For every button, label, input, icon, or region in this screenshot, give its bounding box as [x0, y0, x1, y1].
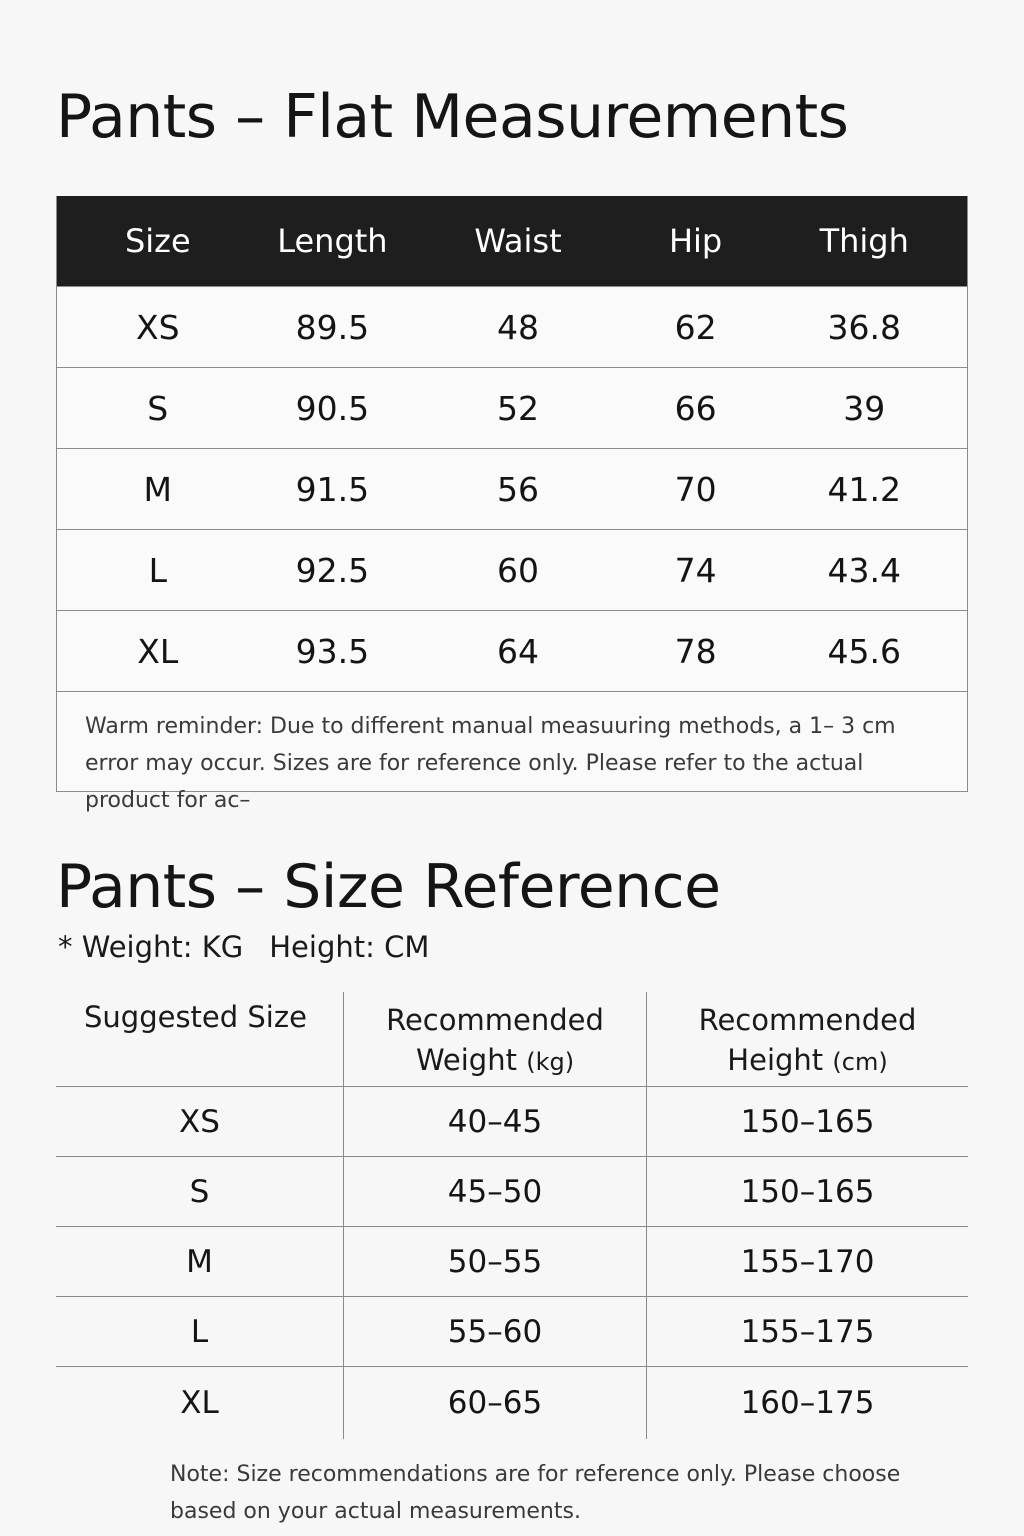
cell-hip: 62 — [674, 307, 717, 347]
cell-hip: 78 — [674, 631, 717, 671]
header-thigh: Thigh — [819, 222, 909, 260]
cell-waist: 60 — [496, 550, 539, 590]
table-row — [56, 1227, 968, 1297]
cell-weight: 55–60 — [343, 1297, 646, 1366]
weight-unit-label: * Weight: KG — [58, 930, 244, 964]
height-unit-label: Height: CM — [269, 930, 430, 964]
cell-waist: 64 — [496, 631, 539, 671]
cell-thigh: 43.4 — [827, 550, 901, 590]
header-waist: Waist — [474, 222, 562, 260]
header-hip: Hip — [668, 222, 723, 260]
size-reference-table — [56, 992, 968, 1439]
cell-thigh: 45.6 — [827, 631, 901, 671]
cell-size: XS — [136, 307, 180, 347]
cell-waist: 52 — [496, 388, 539, 428]
cell-weight: 50–55 — [343, 1227, 646, 1296]
cell-length: 93.5 — [295, 631, 370, 671]
cell-size: XL — [137, 631, 179, 671]
table-row — [56, 1157, 968, 1227]
size-reference-title: Pants – Size Reference — [56, 852, 721, 922]
units-legend — [58, 930, 429, 964]
header-height-unit: (cm) — [832, 1048, 888, 1076]
header-weight-line2 — [344, 1040, 646, 1082]
cell-size: L — [148, 550, 167, 590]
table-row — [57, 286, 967, 367]
cell-height: 150–165 — [646, 1087, 968, 1156]
cell-length: 91.5 — [295, 469, 370, 509]
flat-measurements-title: Pants – Flat Measurements — [56, 82, 849, 152]
cell-waist: 56 — [496, 469, 539, 509]
cell-size: S — [147, 388, 169, 428]
cell-thigh: 36.8 — [827, 307, 901, 347]
header-recommended-weight — [343, 992, 646, 1086]
size-reference-note: Note: Size recommendations are for reference only. Please choose based on your actual measurements. — [170, 1462, 901, 1524]
table-header — [56, 992, 968, 1087]
table-row — [56, 1297, 968, 1367]
cell-hip: 70 — [674, 469, 717, 509]
cell-weight: 60–65 — [343, 1367, 646, 1439]
cell-length: 92.5 — [295, 550, 370, 590]
table-row — [57, 529, 967, 610]
header-height-line1: Recommended — [698, 1003, 917, 1037]
table-row — [57, 448, 967, 529]
flat-measurements-table — [56, 196, 968, 813]
cell-size: L — [190, 1313, 209, 1350]
header-weight-label: Weight — [415, 1043, 517, 1077]
table-row — [57, 367, 967, 448]
cell-hip: 66 — [674, 388, 717, 428]
cell-size: M — [186, 1243, 213, 1280]
cell-size: XS — [179, 1103, 220, 1140]
cell-length: 90.5 — [295, 388, 370, 428]
table-header — [57, 196, 967, 286]
cell-thigh: 39 — [843, 388, 886, 428]
table-row — [57, 610, 967, 691]
header-recommended-height — [646, 992, 968, 1086]
cell-thigh: 41.2 — [827, 469, 901, 509]
cell-size: S — [189, 1173, 210, 1210]
header-size: Size — [124, 222, 191, 260]
cell-height: 150–165 — [646, 1157, 968, 1226]
header-height-line2 — [647, 1040, 968, 1082]
cell-length: 89.5 — [295, 307, 370, 347]
table-row — [56, 1367, 968, 1439]
cell-waist: 48 — [496, 307, 539, 347]
header-weight-line1: Recommended — [386, 1003, 604, 1037]
header-weight-unit: (kg) — [526, 1048, 575, 1076]
cell-height: 155–170 — [646, 1227, 968, 1296]
cell-height: 160–175 — [646, 1367, 968, 1439]
cell-size: XL — [180, 1385, 219, 1421]
cell-hip: 74 — [674, 550, 717, 590]
cell-height: 155–175 — [646, 1297, 968, 1366]
cell-size: M — [143, 469, 173, 509]
header-length: Length — [277, 222, 388, 260]
cell-weight: 45–50 — [343, 1157, 646, 1226]
header-height-label: Height — [727, 1043, 824, 1077]
warm-reminder-note: Warm reminder: Due to different manual measuuring methods, a 1– 3 cm error may occur. Sizes are for reference only. Please refer to the actual product for ac– — [57, 691, 967, 791]
header-suggested-size: Suggested Size — [84, 1000, 307, 1034]
table-row — [56, 1087, 968, 1157]
cell-weight: 40–45 — [343, 1087, 646, 1156]
